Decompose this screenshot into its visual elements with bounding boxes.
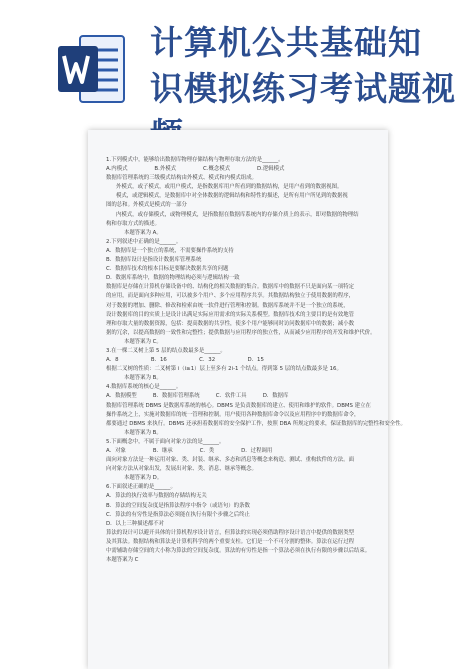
doc-line: 本题答案为 C。 (124, 338, 162, 345)
doc-line: A.内模式 B.外模式 C.概念模式 D.逻辑模式 (106, 166, 285, 173)
doc-line: 5.下面概念中，不属于面向对象方法的是______。 (106, 438, 225, 445)
doc-line: A．对象 B．继承 C．类 D．过程调用 (106, 448, 273, 454)
doc-line: 构和存取方式的描述。 (106, 220, 160, 227)
doc-line: B．算法的空间复杂度是指算法程序中指令（或语句）的条数 (106, 502, 250, 509)
doc-line: A．8 B．16 C．32 D．15 (106, 357, 264, 364)
doc-line: 数据库管理系统的三级模式结构由外模式、模式和内模式组成。 (106, 175, 257, 182)
doc-line: 向对象方法从对象出发，发展出对象、类、消息、继承等概念。 (106, 466, 257, 473)
doc-line: 本题答案为 A。 (124, 229, 162, 236)
doc-line: 6.下面叙述正确的是______。 (106, 484, 176, 491)
doc-line: 算法的设计可以避开具体的计算机程序设计语言，但算法的实现必须借助程序设计语言中提供的数据类型 (106, 529, 354, 536)
doc-line: 3.在一棵二叉树上第 5 层的结点数最多是______。 (106, 347, 226, 354)
doc-line: A．数据模型 B．数据库管理系统 C．软件工具 D．数据库 (106, 393, 289, 400)
doc-line: 模式，或逻辑模式，是数据库中对全体数据的逻辑结构和特性的描述，是所有用户所见到的数据视 (116, 193, 348, 200)
doc-line: 操作系统之上，实施对数据库的统一管理和控制。用户使用各种数据库命令以及应用程序中的数据库命令， (106, 411, 360, 418)
doc-line: 本题答案为 C (106, 557, 139, 564)
doc-line: 本题答案为 B。 (124, 429, 162, 436)
doc-line: 面向对象方法是一种运用对象、类、封装、继承、多态和消息等概念来构造、测试、重构软件的方法。面 (106, 457, 354, 464)
doc-line: 2.下列叙述中正确的是______。 (106, 238, 182, 245)
doc-line: 本题答案为 D。 (124, 475, 163, 482)
doc-line: 外模式，或子模式，或用户模式，是指数据库用户所看到的数据结构，是用户看到的数据视图。 (116, 184, 343, 191)
doc-line: 1.下列模式中，能够给出数据库物理存储结构与物理存取方法的是______。 (106, 157, 284, 163)
doc-line: 的应用，而是面向多种应用，可以被多个用户、多个应用程序共享。其数据结构独立于使用数据的程序， (106, 293, 354, 300)
banner (0, 0, 474, 126)
doc-line: D．以上三种描述都不对 (106, 520, 165, 527)
title-line-1: 计算机公共基础知 (150, 23, 422, 62)
doc-line: 内模式，或存储模式，或物理模式，是指数据在数据库系统内的存储介质上的表示，即对数据的物理结 (116, 211, 359, 218)
doc-line: D．数据库系统中，数据的物理结构必须与逻辑结构一致 (106, 275, 240, 282)
doc-line: 据的冗余，以提高数据的一致性和完整性；提供数据与应用程序的独立性，从而减少应用程序的开发和维护代价。 (106, 329, 376, 336)
doc-line: A．算法的执行效率与数据的存储结构无关 (106, 493, 207, 500)
doc-line: 都要通过 DBMS 来执行。DBMS 还承担着数据库的安全保护工作，按照 DBA 所规定的要求，保证数据库的完整性和安全性。 (106, 420, 406, 427)
title-line-2: 识模拟练习考试题视 (150, 69, 456, 108)
doc-line: 设计数据库的目的实质上是设计出满足实际应用需求的实际关系模型。数据库技术的主要目的是有效地管 (106, 311, 354, 318)
doc-line: 本题答案为 B。 (124, 375, 162, 382)
word-document-icon (56, 32, 126, 106)
doc-line: 数据库管理系统 DBMS 是数据库系统的核心。DBMS 是负责数据库的建立、使用和维护的软件。DBMS 建立在 (106, 402, 371, 409)
doc-line: 根据二叉树的性质：二叉树第 i（i≥1）层上至多有 2i-1 个结点。得到第 5 层的结点数最多是 16。 (106, 366, 342, 373)
document-page (88, 130, 406, 669)
doc-line: C．算法的有穷性是指算法必须能在执行有限个步骤之后终止 (106, 511, 250, 518)
doc-line: B．数据库设计是指设计数据库管理系统 (106, 257, 202, 264)
doc-line: 对于数据的增加、删除、修改和检索由统一软件进行管理和控制。数据库系统并不是一个独立的系统， (106, 302, 349, 309)
doc-line: 理和存取大量的数据资源，包括：提高数据的共享性，使多个用户能够同时访问数据库中的数据；减小数 (106, 320, 354, 327)
doc-line: A．数据库是一个独立的系统，不需要操作系统的支持 (106, 247, 234, 254)
doc-line: 图的总和。外模式是模式的一部分 (106, 202, 187, 209)
doc-line: 4.数据库系统的核心是______。 (106, 384, 182, 391)
doc-line: 中需辅助存储空间的大小称为算法的空间复杂度。算法的有穷性是指一个算法必须在执行有限的步骤以后结束。 (106, 548, 371, 555)
document-body (106, 156, 406, 565)
doc-line: C．数据库技术的根本目标是要解决数据共享的问题 (106, 266, 229, 273)
doc-line: 及其算法。数据结构和算法是计算机科学的两个重要支柱。它们是一个不可分割的整体。算法在运行过程 (106, 538, 354, 545)
doc-line: 数据库是存储在计算机存储设备中的、结构化的相关数据的集合。数据库中的数据不只是面向某一项特定 (106, 284, 354, 291)
